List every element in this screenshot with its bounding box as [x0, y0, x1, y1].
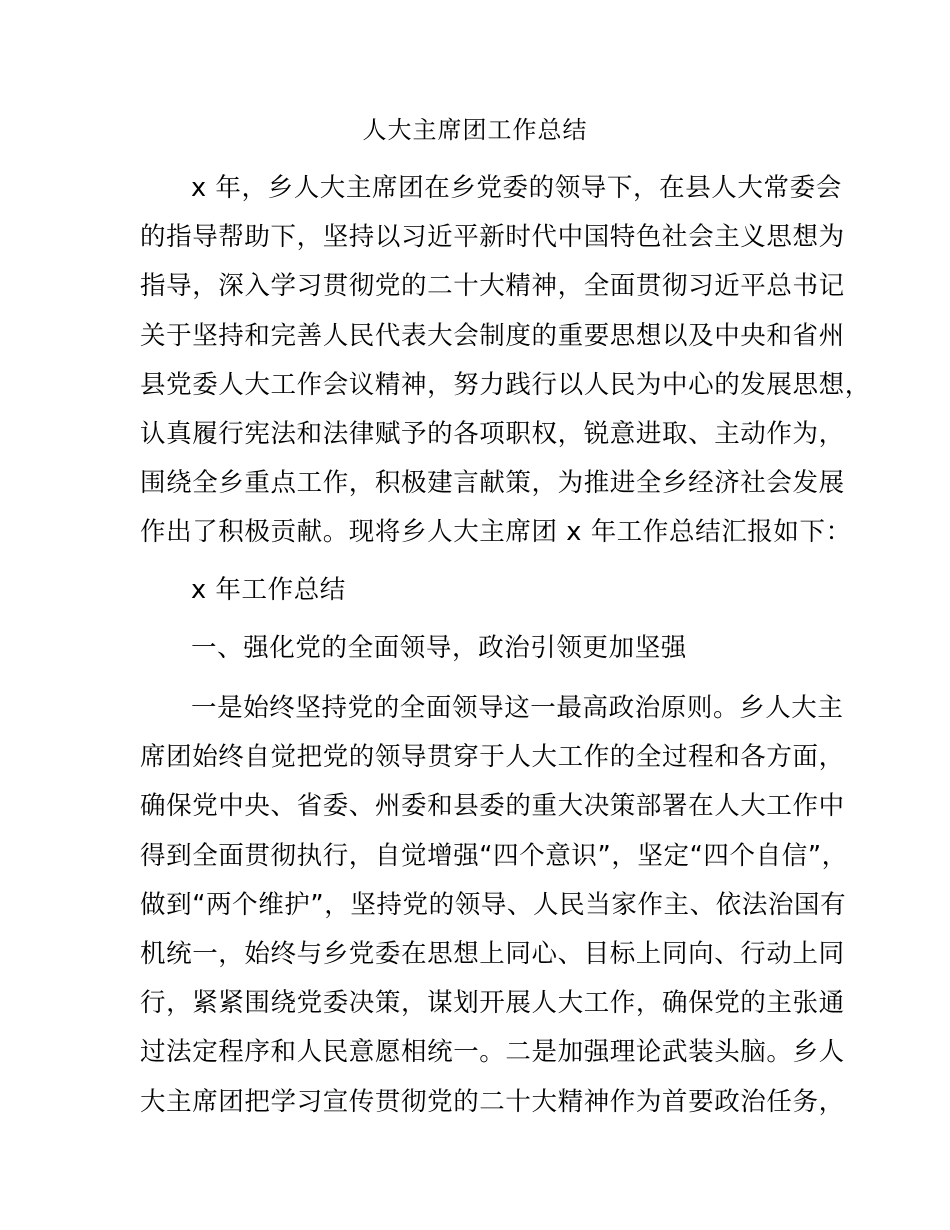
paragraph-line: 围绕全乡重点工作，积极建言献策，为推进全乡经济社会发展 — [140, 468, 845, 499]
paragraph-line: 关于坚持和完善人民代表大会制度的重要思想以及中央和省州 — [140, 320, 845, 351]
paragraph-line: 县党委人大工作会议精神，努力践行以人民为中心的发展思想， — [140, 369, 871, 400]
paragraph-line: 席团始终自觉把党的领导贯穿于人大工作的全过程和各方面， — [140, 742, 845, 773]
paragraph-line: 得到全面贯彻执行，自觉增强“四个意识”，坚定“四个自信”， — [140, 840, 848, 871]
paragraph-line: 大主席团把学习宣传贯彻党的二十大精神作为首要政治任务， — [140, 1086, 845, 1117]
section-1-heading — [140, 624, 840, 673]
paragraph-line: 做到“两个维护”，坚持党的领导、人民当家作主、依法治国有 — [140, 889, 847, 920]
paragraph-line: 行，紧紧围绕党委决策，谋划开展人大工作，确保党的主张通 — [140, 988, 845, 1019]
section-1-paragraph — [140, 684, 848, 1127]
intro-paragraph — [140, 164, 871, 558]
paragraph-line: x 年，乡人大主席团在乡党委的领导下，在县人大常委会 — [191, 173, 842, 203]
paragraph-line: 确保党中央、省委、州委和县委的重大决策部署在人大工作中 — [140, 791, 845, 822]
heading-text: x 年工作总结 — [191, 575, 346, 605]
paragraph-line: 一是始终坚持党的全面领导这一最高政治原则。乡人大主 — [191, 693, 844, 723]
document-title: 人大主席团工作总结 — [362, 116, 588, 144]
paragraph-line: 认真履行宪法和法律赋予的各项职权，锐意进取、主动作为， — [140, 419, 845, 450]
paragraph-line: 机统一，始终与乡党委在思想上同心、目标上同向、行动上同 — [140, 939, 845, 970]
paragraph-line: 过法定程序和人民意愿相统一。二是加强理论武装头脑。乡人 — [140, 1037, 845, 1068]
year-summary-heading — [140, 566, 840, 615]
paragraph-line: 指导，深入学习贯彻党的二十大精神，全面贯彻习近平总书记 — [140, 271, 845, 302]
paragraph-line: 的指导帮助下，坚持以习近平新时代中国特色社会主义思想为 — [140, 222, 845, 253]
heading-text: 一、强化党的全面领导，政治引领更加坚强 — [191, 633, 687, 663]
paragraph-line: 作出了积极贡献。现将乡人大主席团 x 年工作总结汇报如下： — [140, 517, 852, 548]
